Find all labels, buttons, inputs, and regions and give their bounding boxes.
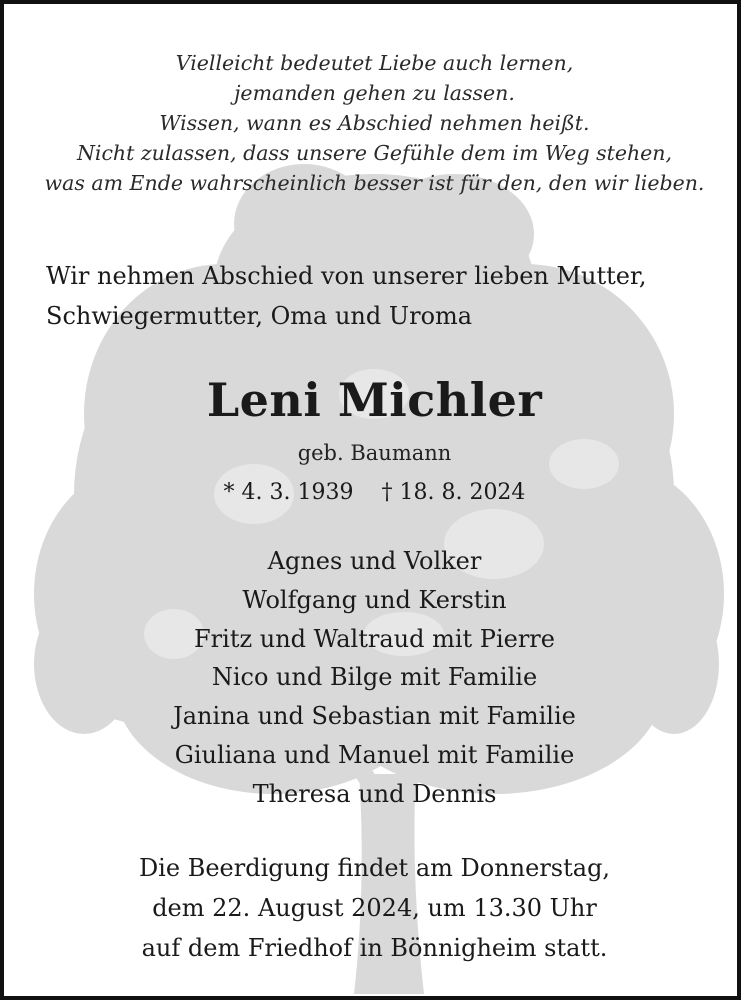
funeral-line: auf dem Friedhof in Bönnigheim statt. <box>141 934 608 962</box>
family-member: Fritz und Waltraud mit Pierre <box>194 624 555 653</box>
birth-date: * 4. 3. 1939 <box>223 480 354 505</box>
poem-line: Nicht zulassen, dass unsere Gefühle dem im Weg stehen, <box>76 141 673 165</box>
birth-name: geb. Baumann <box>297 441 452 465</box>
poem <box>24 48 725 198</box>
deceased-name: Leni Michler <box>206 373 543 427</box>
funeral-line: dem 22. August 2024, um 13.30 Uhr <box>152 894 597 922</box>
poem-line: was am Ende wahrscheinlich besser ist für den, den wir lieben. <box>44 171 705 195</box>
death-date: † 18. 8. 2024 <box>381 480 526 505</box>
poem-line: Wissen, wann es Abschied nehmen heißt. <box>159 111 590 135</box>
intro-text <box>46 256 726 336</box>
family-member: Theresa und Dennis <box>252 779 497 808</box>
family-member: Janina und Sebastian mit Familie <box>173 702 576 731</box>
family-member: Nico und Bilge mit Familie <box>211 663 538 692</box>
funeral-line: Die Beerdigung findet am Donnerstag, <box>138 854 611 882</box>
notice-content <box>4 4 741 1000</box>
funeral-info <box>4 848 741 968</box>
poem-line: jemanden gehen zu lassen. <box>234 81 515 105</box>
life-dates <box>4 476 741 510</box>
family-list <box>4 542 741 814</box>
family-member: Agnes und Volker <box>267 547 482 575</box>
poem-line: Vielleicht bedeutet Liebe auch lernen, <box>175 51 574 75</box>
family-member: Giuliana und Manuel mit Familie <box>174 740 575 769</box>
intro-line: Wir nehmen Abschied von unserer lieben Mutter, <box>46 262 647 290</box>
family-member: Wolfgang und Kerstin <box>242 585 507 614</box>
intro-line: Schwiegermutter, Oma und Uroma <box>46 302 473 330</box>
